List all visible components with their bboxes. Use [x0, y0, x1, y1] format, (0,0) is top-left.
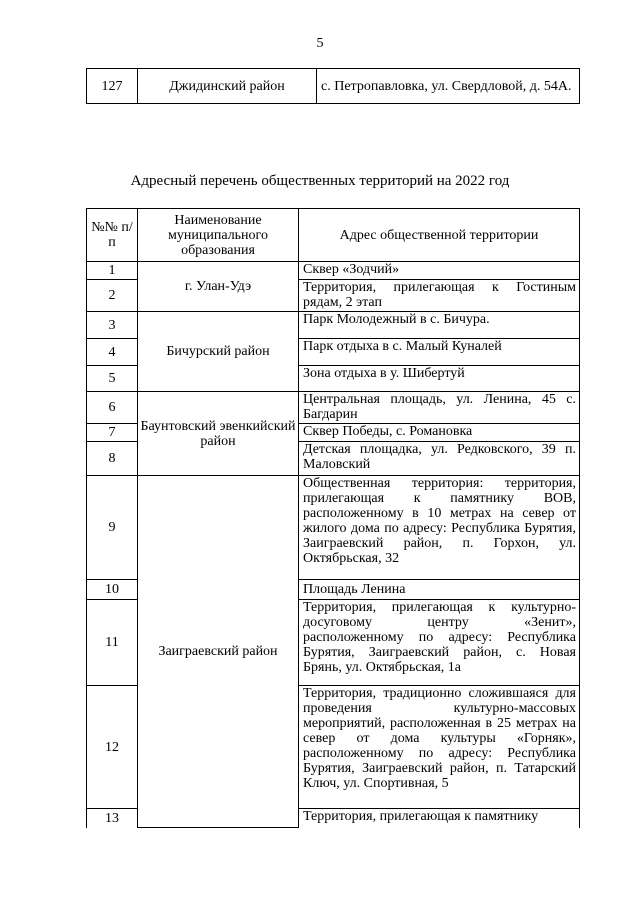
address-cell: Парк Молодежный в с. Бичура.	[299, 312, 580, 339]
row-number: 1	[87, 262, 138, 280]
row-number: 4	[87, 339, 138, 366]
table-row	[87, 69, 580, 104]
row-number: 10	[87, 580, 138, 600]
address-cell: Парк отдыха в с. Малый Куналей	[299, 339, 580, 366]
municipality-cell: Заиграевский район	[138, 476, 299, 828]
municipality-cell: Джидинский район	[138, 69, 317, 104]
municipality-cell: Бичурский район	[138, 312, 299, 392]
header-num: №№ п/п	[87, 209, 138, 262]
row-number: 2	[87, 280, 138, 312]
row-number: 6	[87, 392, 138, 424]
address-cell: с. Петропавловка, ул. Свердловой, д. 54А.	[317, 69, 580, 104]
address-cell: Зона отдыха в у. Шибертуй	[299, 366, 580, 392]
territories-table	[86, 208, 580, 828]
row-number: 8	[87, 442, 138, 476]
page-number: 5	[316, 36, 324, 51]
header-address: Адрес общественной территории	[299, 209, 580, 262]
table-header-row	[87, 209, 580, 262]
address-cell: Территория, прилегающая к культурно-досуговому центру «Зенит», расположенному по адресу: Республика Бурятия, Заиграевский район, с. Новая Брянь, ул. Октябрьская, 1а	[299, 600, 580, 686]
table-row	[87, 262, 580, 280]
address-cell: Общественная территория: территория, прилегающая к памятнику ВОВ, расположенному в 10 метрах на север от жилого дома по адресу: Республика Бурятия, Заиграевский район, п. Горхон, ул. Октябрьская, 32	[299, 476, 580, 580]
header-municipality: Наименование муниципального образования	[138, 209, 299, 262]
previous-table-continuation	[86, 68, 580, 104]
row-number: 5	[87, 366, 138, 392]
address-cell: Центральная площадь, ул. Ленина, 45 с. Багдарин	[299, 392, 580, 424]
address-cell: Сквер «Зодчий»	[299, 262, 580, 280]
row-number: 7	[87, 424, 138, 442]
address-cell: Площадь Ленина	[299, 580, 580, 600]
address-cell: Территория, прилегающая к памятнику	[299, 809, 580, 828]
row-number: 3	[87, 312, 138, 339]
municipality-cell: г. Улан-Удэ	[138, 262, 299, 312]
row-number: 13	[87, 809, 138, 828]
address-cell: Территория, прилегающая к Гостиным рядам, 2 этап	[299, 280, 580, 312]
address-cell: Детская площадка, ул. Редковского, 39 п. Маловский	[299, 442, 580, 476]
table-row	[87, 476, 580, 580]
row-number: 12	[87, 686, 138, 809]
address-cell: Сквер Победы, с. Романовка	[299, 424, 580, 442]
table-row	[87, 392, 580, 424]
row-number: 11	[87, 600, 138, 686]
municipality-cell: Баунтовский эвенкийский район	[138, 392, 299, 476]
row-number: 9	[87, 476, 138, 580]
address-cell: Территория, традиционно сложившаяся для проведения культурно-массовых мероприятий, расположенная в 25 метрах на север от дома культуры «Горняк», расположенному по адресу: Республика Бурятия, Заиграевский район, п. Татарский Ключ, ул. Спортивная, 5	[299, 686, 580, 809]
table-row	[87, 312, 580, 339]
row-number: 127	[87, 69, 138, 104]
section-title: Адресный перечень общественных территорий на 2022 год	[130, 173, 510, 189]
